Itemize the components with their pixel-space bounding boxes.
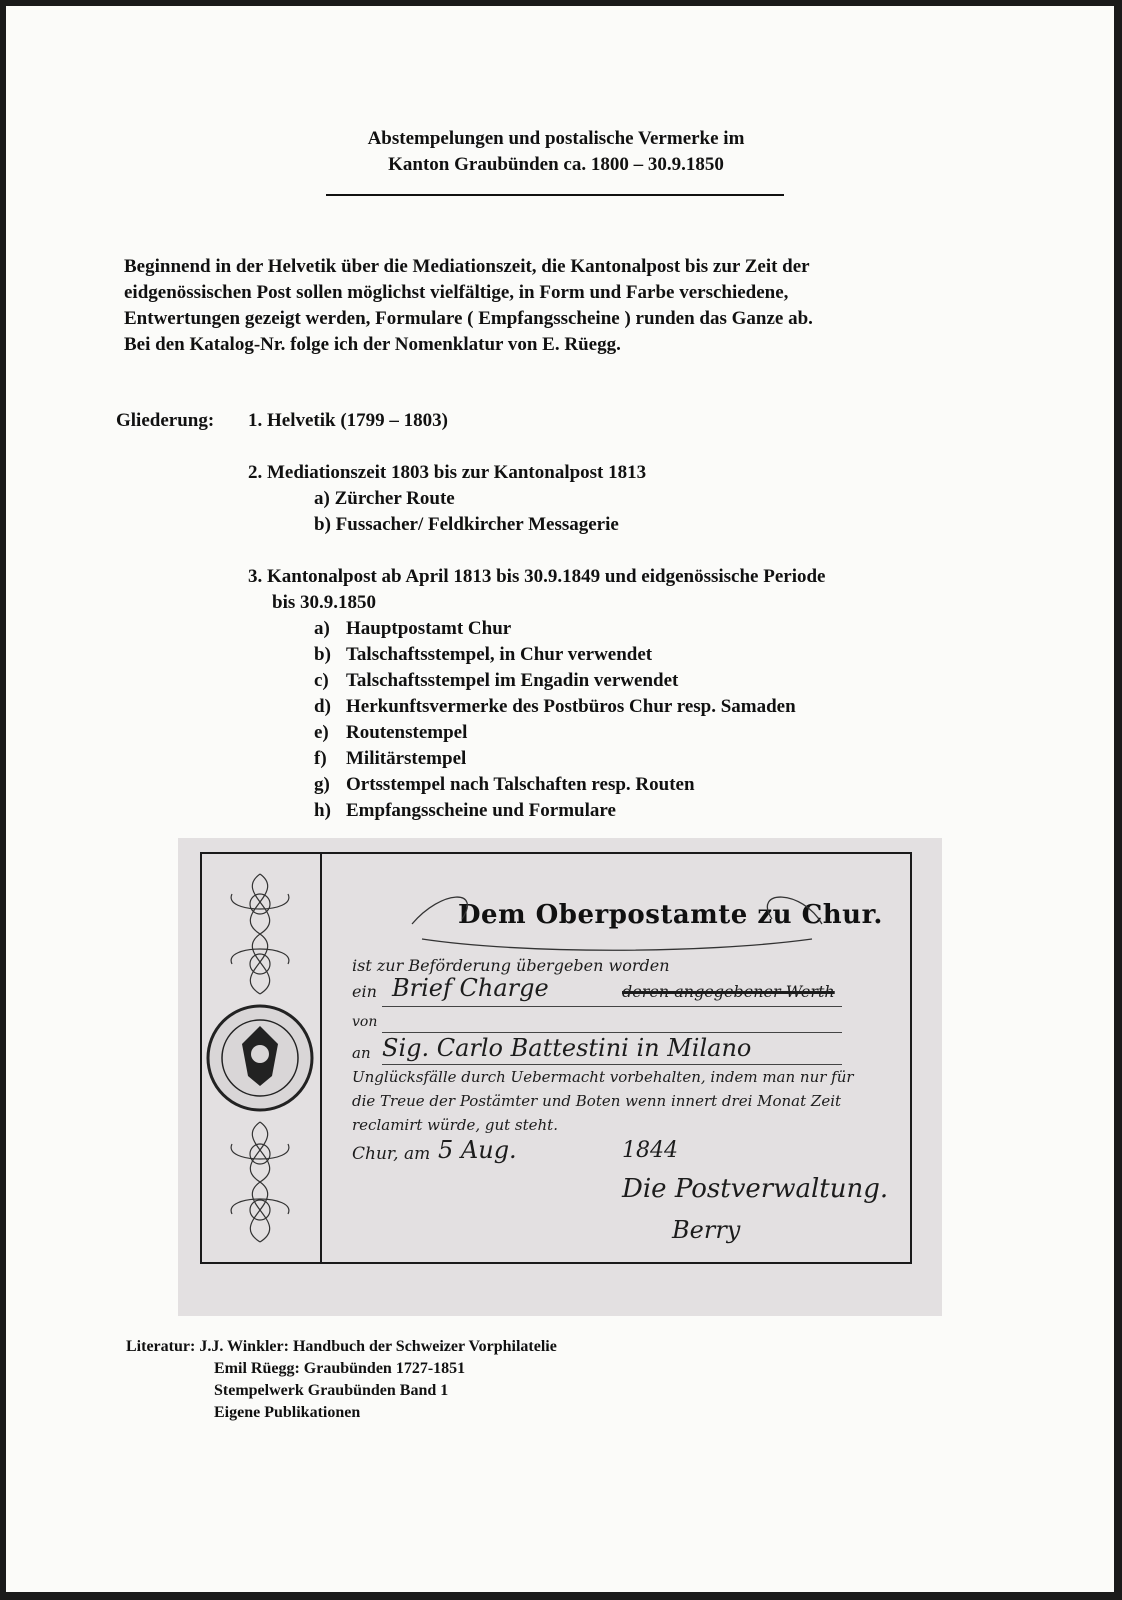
item-text: Ortsstempel nach Talschaften resp. Routen xyxy=(346,774,695,795)
item-text: Empfangsscheine und Formulare xyxy=(346,800,616,821)
outline-section-1: 1. Helvetik (1799 – 1803) xyxy=(248,410,449,431)
outline-section-3: 3. Kantonalpost ab April 1813 bis 30.9.1849 und eidgenössische Periode xyxy=(248,566,826,587)
outline-item xyxy=(314,670,678,692)
outline-item xyxy=(314,722,467,744)
form-line-5: Unglücksfälle durch Uebermacht vorbehalten, indem man nur für xyxy=(352,1068,854,1086)
literature-line: Eigene Publikationen xyxy=(214,1404,361,1421)
outline-section-2: 2. Mediationszeit 1803 bis zur Kantonalpost 1813 xyxy=(248,462,647,483)
form-signature-name: Berry xyxy=(672,1216,741,1244)
item-text: Talschaftsstempel, in Chur verwendet xyxy=(346,644,653,665)
outline-item xyxy=(314,618,511,640)
title-underline xyxy=(326,194,784,196)
form-line-7: reclamirt würde, gut steht. xyxy=(352,1116,558,1134)
form-signature-title: Die Postverwaltung. xyxy=(622,1174,889,1204)
receipt-heading: Dem Oberpostamte zu Chur. xyxy=(458,900,883,930)
item-letter: d) xyxy=(314,696,331,717)
item-text: Herkunftsvermerke des Postbüros Chur resp. Samaden xyxy=(346,696,796,717)
form-line-6: die Treue der Postämter und Boten wenn innert drei Monat Zeit xyxy=(352,1092,842,1110)
literature-line: Emil Rüegg: Graubünden 1727-1851 xyxy=(214,1360,466,1377)
intro-line: Entwertungen gezeigt werden, Formulare ( Empfangsscheine ) runden das Ganze ab. xyxy=(124,308,813,329)
form-line-4-prefix: an xyxy=(352,1044,371,1062)
literature-line: Stempelwerk Graubünden Band 1 xyxy=(214,1382,449,1399)
title-line-2: Kanton Graubünden ca. 1800 – 30.9.1850 xyxy=(388,154,724,175)
form-rule xyxy=(382,1006,842,1007)
literature-block xyxy=(126,1336,557,1424)
receipt-form xyxy=(178,838,942,1316)
frame-divider xyxy=(320,854,322,1262)
outline-item xyxy=(314,644,652,666)
form-year: 1844 xyxy=(622,1138,678,1163)
title-line-1: Abstempelungen und postalische Vermerke im xyxy=(367,128,745,149)
form-date-place: Chur, am xyxy=(352,1144,431,1164)
outline-section-2a: a) Zürcher Route xyxy=(314,488,455,509)
form-line-2-struck: deren angegebener Werth xyxy=(622,982,835,1001)
flourish-icon xyxy=(402,884,832,954)
item-text: Routenstempel xyxy=(346,722,468,743)
form-line-2-prefix: ein xyxy=(352,982,377,1001)
form-rule xyxy=(382,1032,842,1033)
item-letter: c) xyxy=(314,670,329,691)
item-text: Hauptpostamt Chur xyxy=(346,618,512,639)
form-date-value: 5 Aug. xyxy=(438,1136,517,1164)
item-letter: h) xyxy=(314,800,331,821)
form-line-2-value: Brief Charge xyxy=(392,974,549,1002)
literature-line: J.J. Winkler: Handbuch der Schweizer Vorphilatelie xyxy=(199,1338,557,1355)
outline-item xyxy=(314,800,616,822)
album-page xyxy=(6,6,1114,1592)
form-line-4-value: Sig. Carlo Battestini in Milano xyxy=(382,1034,752,1062)
intro-line: Beginnend in der Helvetik über die Mediationszeit, die Kantonalpost bis zur Zeit der xyxy=(124,256,810,277)
page-title xyxy=(6,126,1106,178)
literature-label: Literatur: xyxy=(126,1338,196,1355)
form-line-1: ist zur Beförderung übergeben worden xyxy=(352,956,670,975)
item-letter: a) xyxy=(314,618,330,639)
outline-item xyxy=(314,696,796,718)
item-letter: f) xyxy=(314,748,327,769)
outline-item xyxy=(314,774,695,796)
outline-label: Gliederung: xyxy=(116,410,215,431)
outline-section-2b: b) Fussacher/ Feldkircher Messagerie xyxy=(314,514,619,535)
intro-line: Bei den Katalog-Nr. folge ich der Nomenklatur von E. Rüegg. xyxy=(124,334,621,355)
item-letter: g) xyxy=(314,774,330,795)
receipt-frame xyxy=(200,852,912,1264)
form-rule xyxy=(382,1064,842,1065)
form-line-3: von xyxy=(352,1014,378,1030)
outline-item xyxy=(314,748,466,770)
item-letter: b) xyxy=(314,644,331,665)
intro-paragraph xyxy=(124,254,984,358)
intro-line: eidgenössischen Post sollen möglichst vielfältige, in Form und Farbe verschiedene, xyxy=(124,282,789,303)
item-text: Talschaftsstempel im Engadin verwendet xyxy=(346,670,679,691)
outline-section-3-continued: bis 30.9.1850 xyxy=(272,592,376,613)
ornament-icon xyxy=(202,854,320,1262)
item-text: Militärstempel xyxy=(346,748,467,769)
item-letter: e) xyxy=(314,722,329,743)
